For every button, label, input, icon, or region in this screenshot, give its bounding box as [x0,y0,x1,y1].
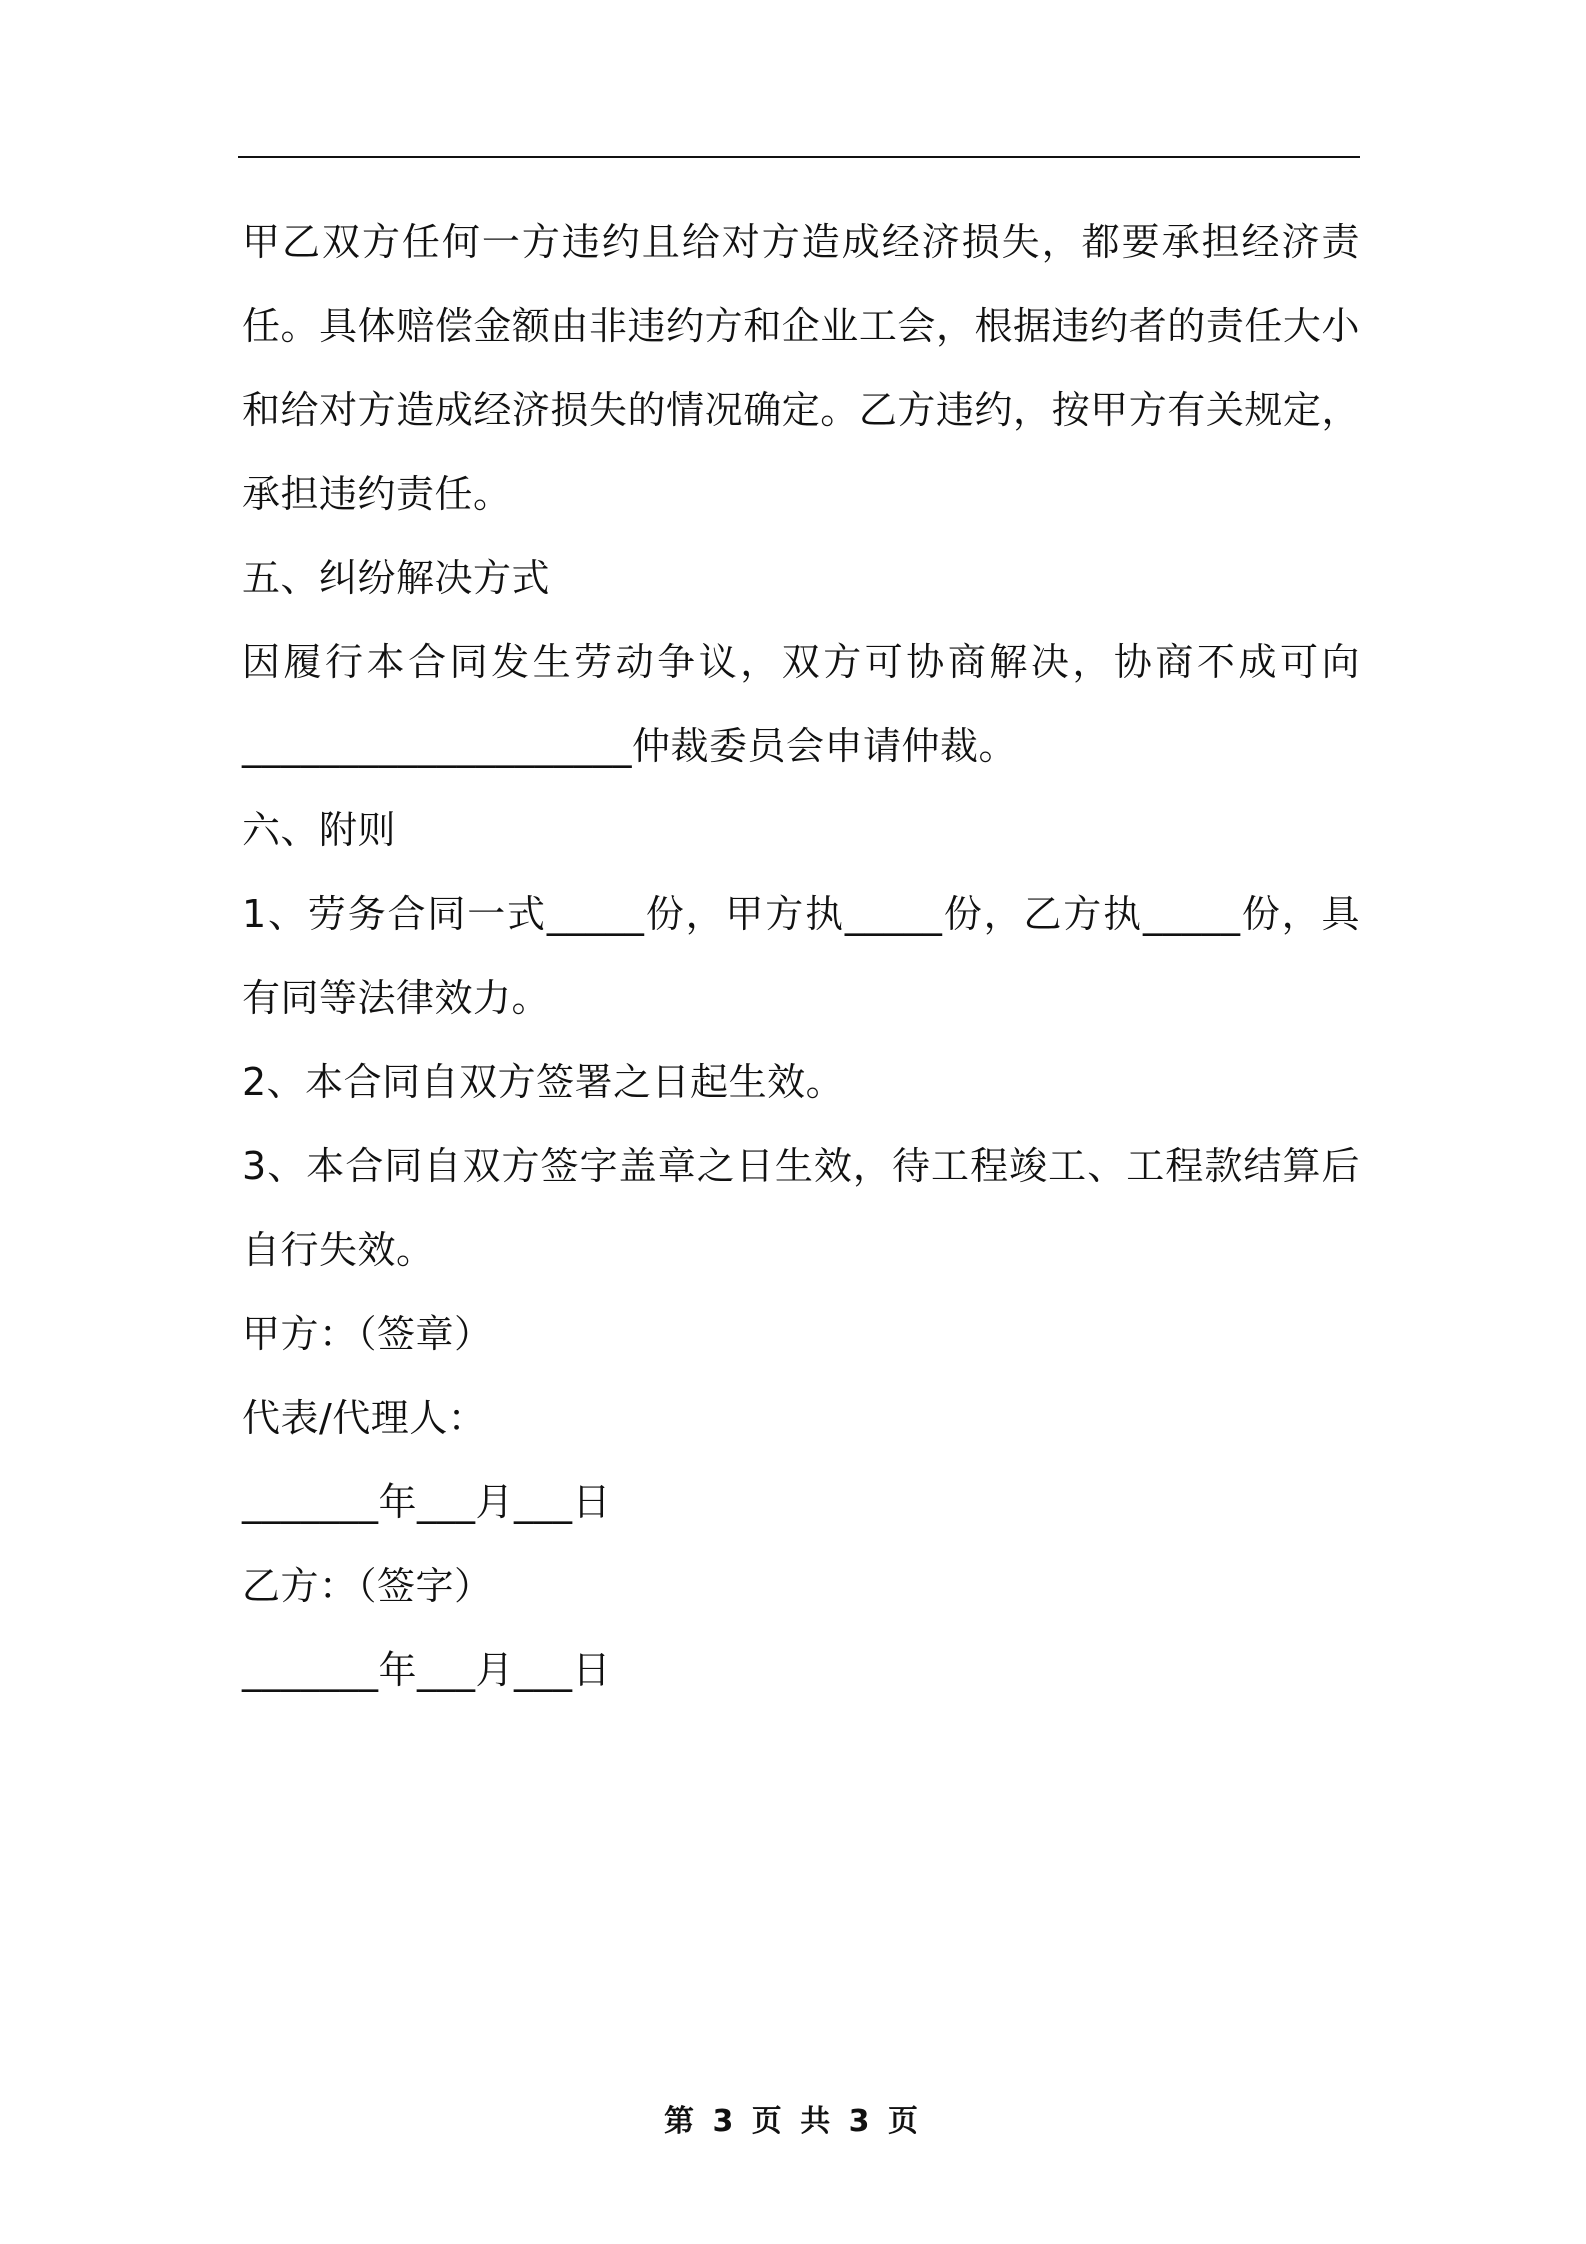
party-a-signature-label: 甲方：（签章） [242,1312,493,1356]
paragraph-copies: 1、劳务合同一式_____份，甲方执_____份，乙方执_____份，具有同等法律效力。 [242,892,1360,1020]
page-number-footer: 第 3 页 共 3 页 [664,2104,922,2139]
header-rule [238,156,1360,158]
section-heading-supplementary: 六、附则 [242,808,397,852]
party-b-date-line: _______年___月___日 [242,1648,612,1692]
paragraph-breach-liability: 甲乙双方任何一方违约且给对方造成经济损失，都要承担经济责任。具体赔偿金额由非违约方和企业工会，根据违约者的责任大小和给对方造成经济损失的情况确定。乙方违约，按甲方有关规定，承担违约责任。 [242,220,1360,516]
paragraph-arbitration: 因履行本合同发生劳动争议，双方可协商解决，协商不成可向____________________仲裁委员会申请仲裁。 [242,640,1360,768]
document-body [242,200,1360,1712]
paragraph-validity: 3、本合同自双方签字盖章之日生效，待工程竣工、工程款结算后自行失效。 [242,1144,1360,1272]
representative-label: 代表/代理人： [242,1396,487,1440]
party-b-signature-label: 乙方：（签字） [242,1564,493,1608]
paragraph-effective-date: 2、本合同自双方签署之日起生效。 [242,1060,845,1104]
section-heading-dispute-resolution: 五、纠纷解决方式 [242,556,551,600]
party-a-date-line: _______年___月___日 [242,1480,612,1524]
